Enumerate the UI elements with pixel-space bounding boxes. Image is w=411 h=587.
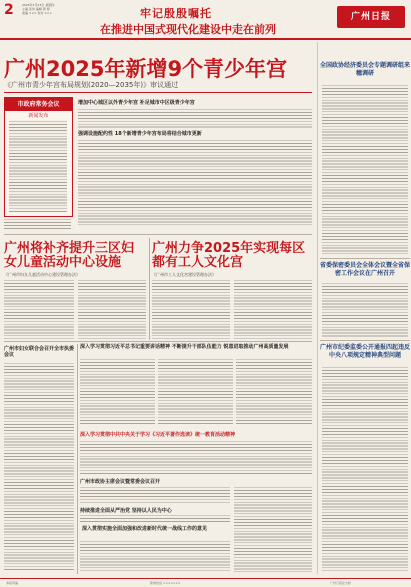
brief-text [234,486,312,572]
footer-middle: 新闻热线 ××××××× [150,581,181,585]
newspaper-logo: 广州日报 [337,6,405,28]
right-headline-1: 全国政协经济委员会专题调研组来穗调研 [319,62,410,77]
divider [4,234,312,235]
brief-headline: 深入学习贯彻中共中央关于学习《习近平著作选读》统一教育活动精神 [80,432,236,438]
footer-left: 本版责编 [6,581,19,585]
right-text [322,84,408,254]
lead-headline: 广州2025年新增9个青少年宫 [4,57,288,81]
story-right-note: 《广州市工人文化宫建设管理办法》 [152,272,216,277]
lead-subheadline: 《广州市青少年宫布局规划(2020—2035年)》审议通过 [4,81,179,89]
right-column [317,42,411,574]
brief-text [158,358,233,426]
date-line: 美编 ××× 校对 ××× [22,11,52,15]
divider [4,341,312,342]
story-right-text [234,279,312,339]
brief-headline: 广州市妇女联合会召开全市执委会议 [4,346,75,358]
brief-text [236,358,312,426]
commentary-text [9,120,67,212]
date-line: 主编 张伟 编辑 黄 婷 [22,7,50,11]
date-block [22,3,86,15]
commentary-tag: 市政府常务会议 [5,98,72,111]
date-line: 2025年1月23日 星期四 [22,3,55,7]
slogan-line-2: 在推进中国式现代化建设中走在前列 [100,23,276,36]
slogan-line-1: 牢记殷殷嘱托 [140,7,212,20]
story-left-text [78,279,146,339]
brief-headline: 深入学习贯彻习近平总书记重要讲话精神 不断提升干部队伍能力 锐意进取推动广州高质量发展 [80,344,289,350]
brief-text [4,362,74,572]
lead-body-text [78,139,312,227]
footer-right: 广州日报社出版 [330,581,352,585]
brief-text [80,486,230,504]
divider [4,92,312,93]
divider [77,344,78,574]
brief-text [80,358,155,426]
story-right-text [152,279,230,339]
right-headline-3: 广州市纪委监委公开通报四起违反中央八项规定精神典型问题 [319,344,410,359]
brief-text [80,540,230,572]
lead-body-text [4,218,71,230]
brief-text [80,514,230,524]
masthead-rule [0,38,411,40]
divider [320,340,410,341]
page-number: 2 [4,2,14,18]
lead-deck-1: 增加中心城区以外青少年宫 补足城市中区级青少年宫 [78,100,195,106]
divider [320,258,410,259]
commentary-label: 新闻发布 [28,113,49,119]
divider [149,238,150,340]
story-left-note: 《广州市妇女儿童活动中心建设管理办法》 [4,272,80,277]
story-right-headline: 广州力争2025年实现每区都有工人文化宫 [152,241,306,270]
right-headline-2: 省委保密委员会全体会议暨全省保密工作会议在广州召开 [319,262,410,277]
masthead [0,0,411,40]
right-text [322,282,408,338]
lead-deck-2: 强调设施配约性 18个新增青少年宫布局将结合城市更新 [78,131,202,137]
page-footer [0,578,411,587]
brief-text [80,440,312,476]
commentary-box [4,97,73,217]
story-left-headline: 广州将补齐提升三区妇女儿童活动中心设施 [4,241,135,270]
story-left-text [4,279,74,339]
right-text [322,366,408,572]
brief-headline: 持续推进全面从严治党 坚持以人民为中心 [80,508,172,514]
brief-headline: 广州市政协主席会议暨常委会议召开 [80,479,161,485]
lead-body-text [78,108,312,128]
brief-headline: 深入贯彻实施全面加强和改进新时代统一战线工作的意见 [82,526,208,532]
